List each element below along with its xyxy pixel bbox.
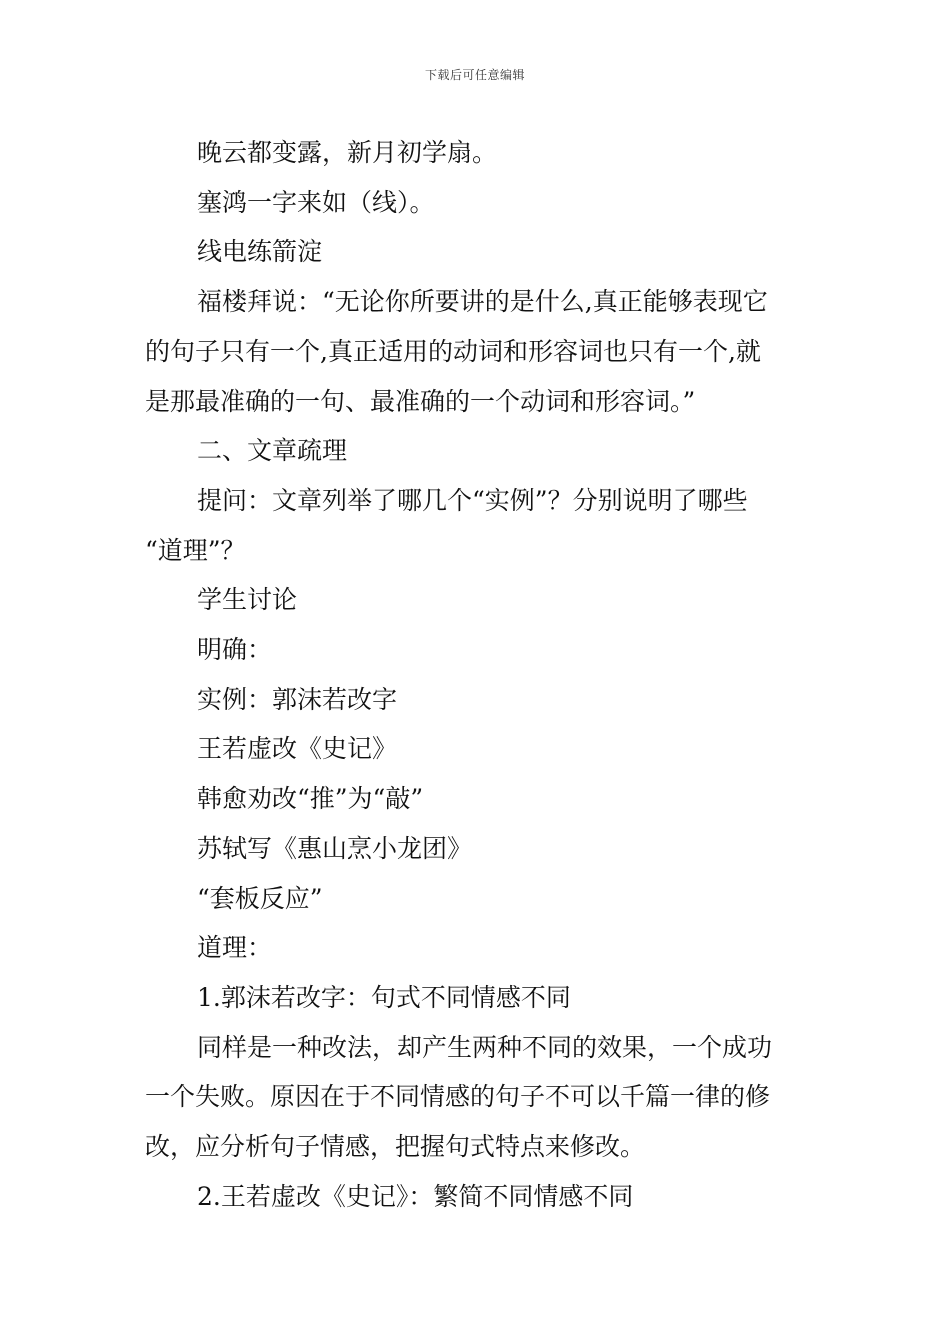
text-line: “套板反应” [197, 883, 323, 913]
text-line: 王若虚改《史记》 [197, 734, 398, 764]
document-body [145, 128, 810, 1221]
text-line: “道理”？ [145, 535, 246, 565]
text-line: 韩愈劝改“推”为“敲” [197, 784, 424, 814]
text-line: 明确： [197, 635, 273, 665]
text-line: 1.郭沫若改字：句式不同情感不同 [197, 982, 571, 1012]
text-line: 提问：文章列举了哪几个“实例”？分别说明了哪些 [197, 485, 748, 515]
text-line: 一个失败。原因在于不同情感的句子不可以千篇一律的修 [145, 1082, 771, 1112]
text-line: 2.王若虚改《史记》：繁简不同情感不同 [197, 1181, 634, 1211]
text-line: 同样是一种改法，却产生两种不同的效果，一个成功 [197, 1032, 773, 1062]
text-line: 实例：郭沫若改字 [197, 684, 398, 714]
text-line: 苏轼写《惠山烹小龙团》 [197, 833, 473, 863]
text-line: 改，应分析句子情感，把握句式特点来修改。 [145, 1132, 646, 1162]
text-line: 塞鸿一字来如（线）。 [197, 187, 435, 217]
text-line: 是那最准确的一句、最准确的一个动词和形容词。” [145, 386, 696, 416]
text-line: 的句子只有一个,真正适用的动词和形容词也只有一个,就 [145, 336, 761, 366]
text-line: 晚云都变露，新月初学扇。 [197, 138, 498, 167]
text-line: 道理： [197, 933, 273, 963]
text-line: 学生讨论 [197, 585, 298, 615]
text-line: 线电练箭淀 [197, 237, 323, 267]
page-header: 下载后可任意编辑 [424, 68, 525, 82]
text-line: 二、文章疏理 [197, 436, 348, 466]
text-line: 福楼拜说：“无论你所要讲的是什么,真正能够表现它 [197, 287, 768, 317]
